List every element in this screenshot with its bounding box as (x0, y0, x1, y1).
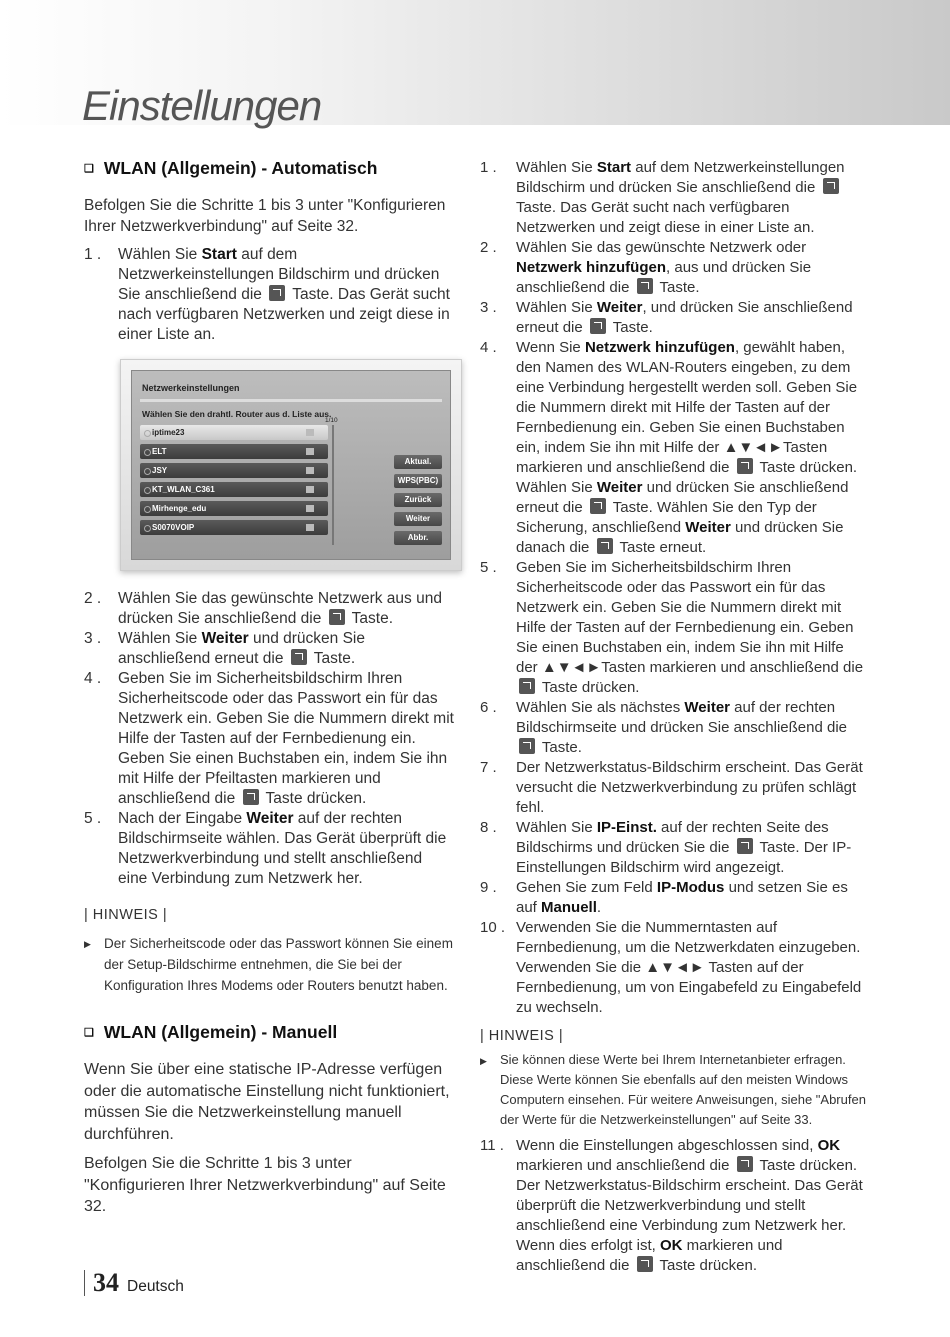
signal-icon (306, 486, 322, 493)
network-item: ELT (140, 444, 328, 459)
screen-button-back: Zurück (394, 493, 442, 507)
step-6: 6 . Wählen Sie als nächstes Weiter auf der rechten Bildschirmseite und drücken Sie anschließend die Taste. (480, 699, 848, 756)
enter-key-icon (590, 318, 606, 334)
step-8: 8 . Wählen Sie IP-Einst. auf der rechten Seite des Bildschirms und drücken Sie die Taste. Der IP-Einstellungen Bildschirm wird angezeigt. (480, 819, 852, 876)
steps-list-automatic-continued (84, 589, 454, 889)
enter-key-icon (291, 649, 307, 665)
step-2: 2 . Wählen Sie das gewünschte Netzwerk aus und drücken Sie anschließend die Taste. (84, 590, 442, 627)
note-label: | HINWEIS | (84, 907, 168, 923)
network-settings-screenshot (120, 359, 462, 571)
network-item: iptime23 (140, 425, 328, 440)
note-item: ▶ Der Sicherheitscode oder das Passwort können Sie einem der Setup-Bildschirme entnehmen, die Sie bei der Konfiguration Ihres Modems oder Routers benutzt haben. (84, 933, 454, 996)
step-3: 3 . Wählen Sie Weiter, und drücken Sie anschließend erneut die Taste. (480, 299, 853, 336)
screen-button-refresh: Aktual. (394, 455, 442, 469)
page-title: Einstellungen (82, 82, 322, 129)
enter-key-icon (597, 538, 613, 554)
steps-list-automatic (84, 245, 454, 345)
network-item: KT_WLAN_C361 (140, 482, 328, 497)
network-item: JSY (140, 463, 328, 478)
steps-list-manual (480, 158, 868, 1018)
page-number: 34 (93, 1268, 119, 1297)
signal-icon (306, 524, 322, 531)
screen-title: Netzwerkeinstellungen (142, 383, 240, 393)
step-5: 5 . Geben Sie im Sicherheitsbildschirm Ihren Sicherheitscode oder das Passwort ein für das Netzwerk ein. Geben Sie die Nummern direkt mit Hilfe der Tasten auf der Fernbedienung ein. Geben Sie einen Buchstaben ein, indem Sie ihn mit Hilfe der ▲▼◄►Tasten markieren und anschließend die Taste drücken. (480, 559, 864, 696)
step-7: 7 . Der Netzwerkstatus-Bildschirm erscheint. Das Gerät versucht die Netzwerkverbindung zu prüfen schlägt fehl. (480, 759, 863, 816)
section-heading-manual: ❑ WLAN (Allgemein) - Manuell (84, 1022, 338, 1042)
note-item: ▶ Sie können diese Werte bei Ihrem Internetanbieter erfragen. Diese Werte können Sie ebenfalls auf den meisten Windows Computern einsehen. Für weitere Anweisungen, siehe "Abrufen der Werte für die Netzwerkeinstellungen" auf Seite 33. (480, 1050, 868, 1130)
triangle-bullet-icon: ▶ (480, 1056, 487, 1066)
step-3: 3 . Wählen Sie Weiter und drücken Sie anschließend erneut die Taste. (84, 630, 365, 667)
manual-paragraph-2: Befolgen Sie die Schritte 1 bis 3 unter "Konfigurieren Ihrer Netzwerkverbindung" auf Seite 32. (84, 1155, 446, 1215)
network-item: S0070VOIP (140, 520, 328, 535)
step-1: 1 . Wählen Sie Start auf dem Netzwerkeinstellungen Bildschirm und drücken Sie anschließend die Taste. Das Gerät sucht nach verfügbaren Netzwerken und zeigt diese in einer Liste an. (84, 246, 450, 343)
enter-key-icon (823, 178, 839, 194)
triangle-bullet-icon: ▶ (84, 939, 91, 949)
screen-button-cancel: Abbr. (394, 531, 442, 545)
screen-subtitle: Wählen Sie den drahtl. Router aus d. Liste aus. (142, 409, 332, 419)
footer-divider (84, 1270, 85, 1296)
left-column (84, 158, 454, 1226)
enter-key-icon (737, 838, 753, 854)
screen-button-next: Weiter (394, 512, 442, 526)
section-heading-automatic: ❑ WLAN (Allgemein) - Automatisch (84, 158, 378, 178)
step-5: 5 . Nach der Eingabe Weiter auf der rechten Bildschirmseite wählen. Das Gerät überprüft die Netzwerkverbindung und stellt anschließend eine Verbindung zum Netzwerk her. (84, 810, 447, 887)
enter-key-icon (637, 278, 653, 294)
step-10: 10 . Verwenden Sie die Nummerntasten auf Fernbedienung, um die Netzwerkdaten einzugeben. Verwenden Sie die ▲▼◄► Tasten auf der Fernbedienung, um von Eingabefeld zu Eingabefeld zu wechseln. (480, 919, 862, 1016)
network-item: Mirhenge_edu (140, 501, 328, 516)
step-2: 2 . Wählen Sie das gewünschte Netzwerk oder Netzwerk hinzufügen, aus und drücken Sie anschließend die Taste. (480, 239, 812, 296)
page-footer (84, 1268, 184, 1298)
step-9: 9 . Gehen Sie zum Feld IP-Modus und setzen Sie es auf Manuell. (480, 879, 848, 916)
signal-icon (306, 448, 322, 455)
step-1: 1 . Wählen Sie Start auf dem Netzwerkeinstellungen Bildschirm und drücken Sie anschließend die Taste. Das Gerät sucht nach verfügbaren Netzwerken und zeigt diese in einer Liste an. (480, 159, 845, 236)
manual-paragraph-1: Wenn Sie über eine statische IP-Adresse verfügen oder die automatische Einstellung nicht funktioniert, müssen Sie die Netzwerkeinstellung manuell durchführen. (84, 1061, 450, 1143)
language-label: Deutsch (127, 1278, 184, 1295)
enter-key-icon (519, 678, 535, 694)
network-list (140, 425, 328, 539)
step-4: 4 . Geben Sie im Sicherheitsbildschirm Ihren Sicherheitscode oder das Passwort ein für das Netzwerk ein. Geben Sie die Nummern direkt mit Hilfe der Tasten auf der Fernbedienung ein. Geben Sie einen Buchstaben ein, indem Sie ihn mit Hilfe der Pfeiltasten markieren und anschließend die Taste drücken. (84, 670, 454, 807)
signal-icon (306, 429, 322, 436)
step-11: 11 . Wenn die Einstellungen abgeschlossen sind, OK markieren und anschließend die Taste drücken. Der Netzwerkstatus-Bildschirm erscheint. Das Gerät überprüft die Netzwerkverbindung und stellt anschließend eine Verbindung zum Netzwerk her. Wenn dies erfolgt ist, OK markieren und anschließend die Taste drücken. (480, 1137, 863, 1274)
note-label: | HINWEIS | (480, 1028, 564, 1044)
checkbox-bullet-icon: ❑ (84, 163, 94, 175)
intro-paragraph: Befolgen Sie die Schritte 1 bis 3 unter "Konfigurieren Ihrer Netzwerkverbindung" auf Seite 32. (84, 197, 446, 235)
screen-button-wps: WPS(PBC) (394, 474, 442, 488)
enter-key-icon (737, 458, 753, 474)
enter-key-icon (269, 285, 285, 301)
step-4: 4 . Wenn Sie Netzwerk hinzufügen, gewählt haben, den Namen des WLAN-Routers eingeben, zu dem eine Verbindung hergestellt werden soll. Geben Sie die Nummern direkt mit Hilfe der Tasten auf der Fernbedienung ein. Geben Sie einen Buchstaben ein, indem Sie ihn mit Hilfe der ▲▼◄►Tasten markieren und anschließend die Taste drücken. Wählen Sie Weiter und drücken Sie anschließend erneut die Taste. Wählen Sie den Typ der Sicherung, anschließend Weiter und drücken Sie danach die Taste erneut. (480, 339, 858, 556)
enter-key-icon (737, 1156, 753, 1172)
enter-key-icon (590, 498, 606, 514)
screen-scrollbar (332, 425, 334, 545)
steps-list-manual-continued (480, 1136, 868, 1276)
screen-progress-bar (140, 399, 442, 402)
signal-icon (306, 467, 322, 474)
enter-key-icon (637, 1256, 653, 1272)
checkbox-bullet-icon: ❑ (84, 1027, 94, 1039)
screen-page-indicator: 1/10 (325, 417, 338, 424)
screen-buttons (394, 455, 442, 550)
enter-key-icon (243, 789, 259, 805)
enter-key-icon (519, 738, 535, 754)
signal-icon (306, 505, 322, 512)
right-column (480, 158, 868, 1276)
enter-key-icon (329, 609, 345, 625)
